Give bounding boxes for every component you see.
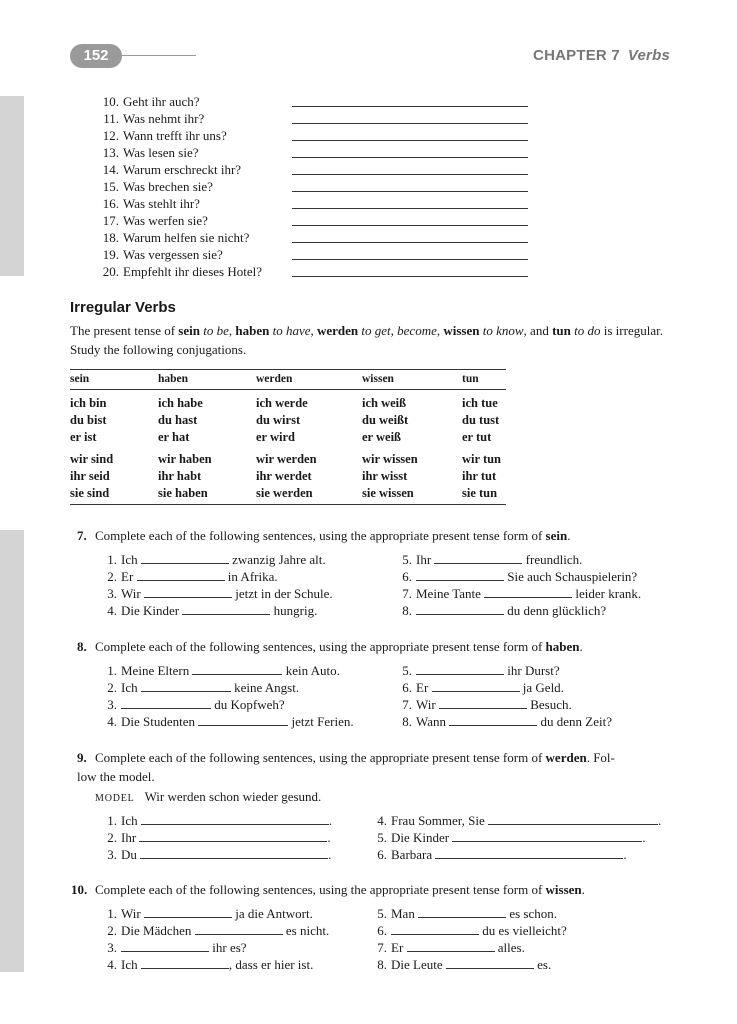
item-text-after: es nicht. <box>282 923 330 938</box>
question-text: Warum erschreckt ihr? <box>123 162 242 177</box>
item-number: 2. <box>107 923 117 938</box>
exercise-item <box>95 713 354 730</box>
exercise-item <box>95 812 332 829</box>
conjugation-cell: wir tun <box>462 452 502 466</box>
exercise-item <box>365 846 627 863</box>
item-text-after: . <box>657 813 662 828</box>
verb-gloss: to be <box>203 323 229 338</box>
item-number: 8. <box>402 603 412 618</box>
item-text-after: freundlich. <box>522 552 583 567</box>
item-number: 5. <box>377 830 387 845</box>
intro-text: , and <box>523 323 553 338</box>
conjugation-cell: wir sind <box>70 452 114 466</box>
item-number: 5. <box>402 663 412 678</box>
item-number: 2. <box>107 830 117 845</box>
question-text: Geht ihr auch? <box>123 94 200 109</box>
conjugation-cell: ihr tut <box>462 469 497 483</box>
exercise-instruction <box>77 526 672 545</box>
item-text-after: ja Geld. <box>519 680 564 695</box>
question-text: Was lesen sie? <box>123 145 199 160</box>
item-text-before: Er <box>416 680 432 695</box>
model-text: Wir werden schon wieder gesund. <box>144 789 322 804</box>
question-text: Wann trefft ihr uns? <box>123 128 227 143</box>
answer-blank[interactable] <box>391 922 479 935</box>
question-text: Warum helfen sie nicht? <box>123 230 250 245</box>
conjugation-cell: ich tue <box>462 396 498 410</box>
question-number: 16. <box>102 196 119 211</box>
item-number: 8. <box>377 957 387 972</box>
conjugation-cell: du hast <box>158 413 198 427</box>
conjugation-header-wissen: wissen <box>362 370 462 390</box>
answer-blank[interactable] <box>418 905 506 918</box>
exercise-item <box>390 602 606 619</box>
conjugation-cell: sie tun <box>462 485 506 505</box>
verb-gloss: to get, become <box>361 323 437 338</box>
item-text-before: Wir <box>121 906 144 921</box>
conjugation-cell: ich habe <box>158 396 203 410</box>
item-text-before: Barbara <box>391 847 436 862</box>
exercise-item <box>390 679 564 696</box>
question-item <box>95 161 241 178</box>
question-number: 18. <box>102 230 119 245</box>
item-text-after: ihr es? <box>209 940 247 955</box>
conjugation-row <box>70 412 506 429</box>
conjugation-row <box>70 429 506 446</box>
item-text-after: kein Auto. <box>282 663 340 678</box>
answer-line[interactable] <box>292 225 528 226</box>
verb-term: sein <box>178 323 200 338</box>
item-number: 7. <box>402 697 412 712</box>
item-number: 1. <box>107 906 117 921</box>
answer-blank[interactable] <box>488 812 658 825</box>
item-number: 1. <box>107 813 117 828</box>
verb-gloss: to have <box>272 323 311 338</box>
question-item <box>95 127 227 144</box>
question-number: 13. <box>102 145 119 160</box>
conjugation-cell: wir haben <box>158 452 212 466</box>
item-text-after: Sie auch Schauspielerin? <box>504 569 638 584</box>
conjugation-cell: wir wissen <box>362 452 418 466</box>
item-text-after: . <box>328 847 332 862</box>
exercise-item <box>390 585 641 602</box>
exercise-number: 10. <box>71 882 88 897</box>
side-tab-top <box>0 96 24 276</box>
item-text-after: ihr Durst? <box>504 663 560 678</box>
item-text-after: es. <box>533 957 552 972</box>
item-number: 3. <box>107 697 117 712</box>
item-text-before: Ihr <box>416 552 435 567</box>
answer-blank[interactable] <box>139 829 327 842</box>
instruction-period: . <box>581 882 585 897</box>
item-text-before: Die Kinder <box>121 603 183 618</box>
question-number: 12. <box>102 128 119 143</box>
question-number: 15. <box>102 179 119 194</box>
conjugation-cell: er weiß <box>362 430 401 444</box>
answer-blank[interactable] <box>140 846 328 859</box>
exercise-item <box>95 939 247 956</box>
intro-text: is irregular. Study the following conjugations. <box>70 323 663 357</box>
item-text-after: jetzt in der Schule. <box>231 586 333 601</box>
answer-blank[interactable] <box>439 696 527 709</box>
answer-line[interactable] <box>292 208 528 209</box>
exercise-item <box>365 812 661 829</box>
conjugation-header-werden: werden <box>256 370 362 390</box>
item-text-after: jetzt Ferien. <box>288 714 354 729</box>
item-text-before: Die Mädchen <box>121 923 195 938</box>
answer-blank[interactable] <box>432 679 520 692</box>
question-text: Was nehmt ihr? <box>123 111 205 126</box>
item-text-before: Er <box>391 940 407 955</box>
conjugation-header-tun: tun <box>462 370 506 390</box>
item-number: 6. <box>402 569 412 584</box>
conjugation-cell: du wirst <box>256 413 301 427</box>
answer-blank[interactable] <box>182 602 270 615</box>
question-text: Was vergessen sie? <box>123 247 223 262</box>
item-number: 2. <box>107 569 117 584</box>
item-text-after: du es vielleicht? <box>479 923 567 938</box>
target-verb: wissen <box>545 882 582 897</box>
conjugation-cell: ihr seid <box>70 469 110 483</box>
verb-term: werden <box>316 323 359 338</box>
exercise-item <box>365 829 646 846</box>
exercise-instruction <box>77 637 672 656</box>
item-number: 3. <box>107 847 117 862</box>
question-text: Was werfen sie? <box>123 213 208 228</box>
conjugation-cell: sie wissen <box>362 485 462 505</box>
item-text-after: Besuch. <box>526 697 572 712</box>
exercise-item <box>390 568 637 585</box>
conjugation-row <box>70 390 506 413</box>
conjugation-header-haben: haben <box>158 370 256 390</box>
answer-blank[interactable] <box>446 956 534 969</box>
conjugation-cell: du tust <box>462 413 500 427</box>
item-number: 6. <box>402 680 412 695</box>
question-number: 14. <box>102 162 119 177</box>
answer-blank[interactable] <box>416 568 504 581</box>
conjugation-cell: er hat <box>158 430 190 444</box>
conjugation-table <box>70 369 506 505</box>
item-text-after: zwanzig Jahre alt. <box>228 552 326 567</box>
question-item <box>95 144 198 161</box>
question-text: Empfehlt ihr dieses Hotel? <box>123 264 262 279</box>
conjugation-header-row <box>70 370 506 390</box>
model-label: MODEL <box>95 793 135 804</box>
exercise-item <box>95 829 331 846</box>
answer-blank[interactable] <box>144 585 232 598</box>
item-number: 4. <box>377 813 387 828</box>
question-item <box>95 93 200 110</box>
question-item <box>95 263 262 280</box>
exercise-item <box>95 585 333 602</box>
answer-blank[interactable] <box>121 696 211 709</box>
question-text: Was brechen sie? <box>123 179 213 194</box>
answer-blank[interactable] <box>407 939 495 952</box>
item-text-after: ja die Antwort. <box>231 906 313 921</box>
exercise-item <box>95 956 313 973</box>
header-rule <box>122 55 196 56</box>
item-text-before: Die Leute <box>391 957 446 972</box>
conjugation-row <box>70 446 506 468</box>
item-number: 7. <box>377 940 387 955</box>
answer-line[interactable] <box>292 276 528 277</box>
item-text-after: es schon. <box>506 906 558 921</box>
item-text-before: Die Kinder <box>391 830 453 845</box>
conjugation-cell: ich weiß <box>362 396 407 410</box>
exercise-item <box>95 662 340 679</box>
conjugation-cell: ihr habt <box>158 469 202 483</box>
exercise-item <box>365 956 551 973</box>
conjugation-cell: du bist <box>70 413 107 427</box>
instruction-period: . <box>567 528 571 543</box>
exercise-item <box>95 679 299 696</box>
item-text-after: in Afrika. <box>224 569 278 584</box>
answer-blank[interactable] <box>141 551 229 564</box>
item-text-after: du Kopfweh? <box>211 697 285 712</box>
answer-blank[interactable] <box>416 602 504 615</box>
item-number: 1. <box>107 552 117 567</box>
intro-text: , <box>310 323 317 338</box>
answer-line[interactable] <box>292 106 528 107</box>
answer-blank[interactable] <box>144 905 232 918</box>
exercise-number: 9. <box>77 750 87 765</box>
item-text-before: Wir <box>416 697 439 712</box>
item-text-after: alles. <box>494 940 525 955</box>
item-text-before: Wir <box>121 586 144 601</box>
exercise-item <box>95 846 331 863</box>
item-text-after: . <box>623 847 627 862</box>
exercise-item <box>390 696 572 713</box>
target-verb: sein <box>545 528 568 543</box>
section-title: Irregular Verbs <box>70 299 176 316</box>
answer-blank[interactable] <box>141 956 229 969</box>
exercise-instruction <box>71 880 666 899</box>
instruction-tail: . Fol- <box>586 750 615 765</box>
exercise-item <box>390 551 582 568</box>
item-number: 6. <box>377 847 387 862</box>
question-number: 19. <box>102 247 119 262</box>
conjugation-header-sein: sein <box>70 370 158 390</box>
exercise-item <box>95 922 329 939</box>
answer-line[interactable] <box>292 123 528 124</box>
target-verb: haben <box>545 639 580 654</box>
item-text-after: leider krank. <box>572 586 642 601</box>
exercise-item <box>365 905 557 922</box>
intro-text: , <box>436 323 444 338</box>
item-text-before: Man <box>391 906 419 921</box>
question-item <box>95 246 223 263</box>
item-text-before: Ich <box>121 680 141 695</box>
answer-line[interactable] <box>292 174 528 175</box>
exercise-item <box>365 939 525 956</box>
instruction-text: Complete each of the following sentences, using the appropriate present tense form of <box>95 528 546 543</box>
item-text-after: . <box>328 813 333 828</box>
answer-blank[interactable] <box>434 551 522 564</box>
verb-gloss: to do <box>574 323 601 338</box>
intro-text: The present tense of <box>70 323 179 338</box>
item-text-before: Meine Tante <box>416 586 485 601</box>
item-number: 4. <box>107 603 117 618</box>
item-number: 5. <box>377 906 387 921</box>
instruction-text: Complete each of the following sentences, using the appropriate present tense form of <box>95 750 546 765</box>
answer-blank[interactable] <box>192 662 282 675</box>
item-text-before: Meine Eltern <box>121 663 193 678</box>
side-tab-bottom <box>0 530 24 972</box>
exercise-item <box>95 551 326 568</box>
answer-blank[interactable] <box>137 568 225 581</box>
item-text-after: du denn Zeit? <box>537 714 612 729</box>
answer-line[interactable] <box>292 242 528 243</box>
answer-blank[interactable] <box>449 713 537 726</box>
item-text-after: . <box>327 830 331 845</box>
conjugation-cell: ihr wisst <box>362 469 408 483</box>
answer-blank[interactable] <box>452 829 642 842</box>
item-text-before: Ich <box>121 552 141 567</box>
answer-blank[interactable] <box>435 846 623 859</box>
item-number: 3. <box>107 586 117 601</box>
exercise-instruction <box>77 748 672 786</box>
question-item <box>95 110 204 127</box>
chapter-title: Verbs <box>627 47 670 64</box>
item-text-before: Wann <box>416 714 450 729</box>
exercise-item <box>390 713 612 730</box>
item-text-before: Ich <box>121 957 141 972</box>
conjugation-cell: er wird <box>256 430 295 444</box>
item-number: 7. <box>402 586 412 601</box>
item-text-after: keine Angst. <box>230 680 300 695</box>
answer-blank[interactable] <box>195 922 283 935</box>
exercise-item <box>95 696 285 713</box>
conjugation-cell: er tut <box>462 430 492 444</box>
instruction-period: . <box>579 639 583 654</box>
intro-text: , <box>228 323 236 338</box>
conjugation-row <box>70 468 506 485</box>
item-text-after: . <box>642 830 646 845</box>
question-item <box>95 178 213 195</box>
answer-line[interactable] <box>292 140 528 141</box>
item-text-after: hungrig. <box>270 603 318 618</box>
question-number: 17. <box>102 213 119 228</box>
item-number: 6. <box>377 923 387 938</box>
item-text-after: , dass er hier ist. <box>228 957 314 972</box>
answer-blank[interactable] <box>141 812 329 825</box>
answer-blank[interactable] <box>198 713 288 726</box>
verb-term: haben <box>235 323 270 338</box>
section-intro <box>70 321 670 359</box>
question-item <box>95 212 208 229</box>
instruction-text: Complete each of the following sentences, using the appropriate present tense form of <box>95 639 546 654</box>
item-number: 3. <box>107 940 117 955</box>
chapter-label: CHAPTER 7 <box>533 47 620 64</box>
answer-line[interactable] <box>292 191 528 192</box>
question-text: Was stehlt ihr? <box>123 196 200 211</box>
conjugation-cell: wir werden <box>256 452 317 466</box>
page-number: 152 <box>70 44 122 68</box>
conjugation-cell: ich werde <box>256 396 308 410</box>
conjugation-cell: ihr werdet <box>256 469 312 483</box>
item-number: 4. <box>107 714 117 729</box>
item-text-after: du denn glücklich? <box>504 603 607 618</box>
verb-term: tun <box>552 323 571 338</box>
question-number: 10. <box>102 94 119 109</box>
exercise-item <box>365 922 567 939</box>
conjugation-cell: sie sind <box>70 485 158 505</box>
item-text-before: Ihr <box>121 830 140 845</box>
exercise-number: 7. <box>77 528 87 543</box>
item-number: 4. <box>107 957 117 972</box>
item-text-before: Er <box>121 569 137 584</box>
answer-blank[interactable] <box>121 939 209 952</box>
instruction-line2: low the model. <box>77 769 155 784</box>
item-number: 1. <box>107 663 117 678</box>
answer-line[interactable] <box>292 259 528 260</box>
conjugation-row <box>70 485 506 505</box>
model-example <box>95 789 321 805</box>
item-text-before: Ich <box>121 813 141 828</box>
item-number: 5. <box>402 552 412 567</box>
target-verb: werden <box>545 750 587 765</box>
question-item <box>95 229 249 246</box>
answer-blank[interactable] <box>416 662 504 675</box>
verb-term: wissen <box>443 323 480 338</box>
exercise-item <box>95 602 317 619</box>
question-number: 20. <box>102 264 119 279</box>
item-text-before: Frau Sommer, Sie <box>391 813 488 828</box>
item-number: 2. <box>107 680 117 695</box>
answer-line[interactable] <box>292 157 528 158</box>
exercise-number: 8. <box>77 639 87 654</box>
question-item <box>95 195 200 212</box>
conjugation-cell: du weißt <box>362 413 409 427</box>
instruction-text: Complete each of the following sentences, using the appropriate present tense form of <box>95 882 546 897</box>
exercise-item <box>95 905 313 922</box>
chapter-heading <box>533 47 670 64</box>
answer-blank[interactable] <box>141 679 231 692</box>
conjugation-cell: ich bin <box>70 396 107 410</box>
item-text-before: Die Studenten <box>121 714 199 729</box>
answer-blank[interactable] <box>484 585 572 598</box>
exercise-item <box>390 662 560 679</box>
conjugation-cell: er ist <box>70 430 97 444</box>
verb-gloss: to know <box>482 323 524 338</box>
item-number: 8. <box>402 714 412 729</box>
conjugation-cell: sie werden <box>256 485 362 505</box>
exercise-item <box>95 568 278 585</box>
question-number: 11. <box>103 111 119 126</box>
item-text-before: Du <box>121 847 141 862</box>
conjugation-cell: sie haben <box>158 485 256 505</box>
